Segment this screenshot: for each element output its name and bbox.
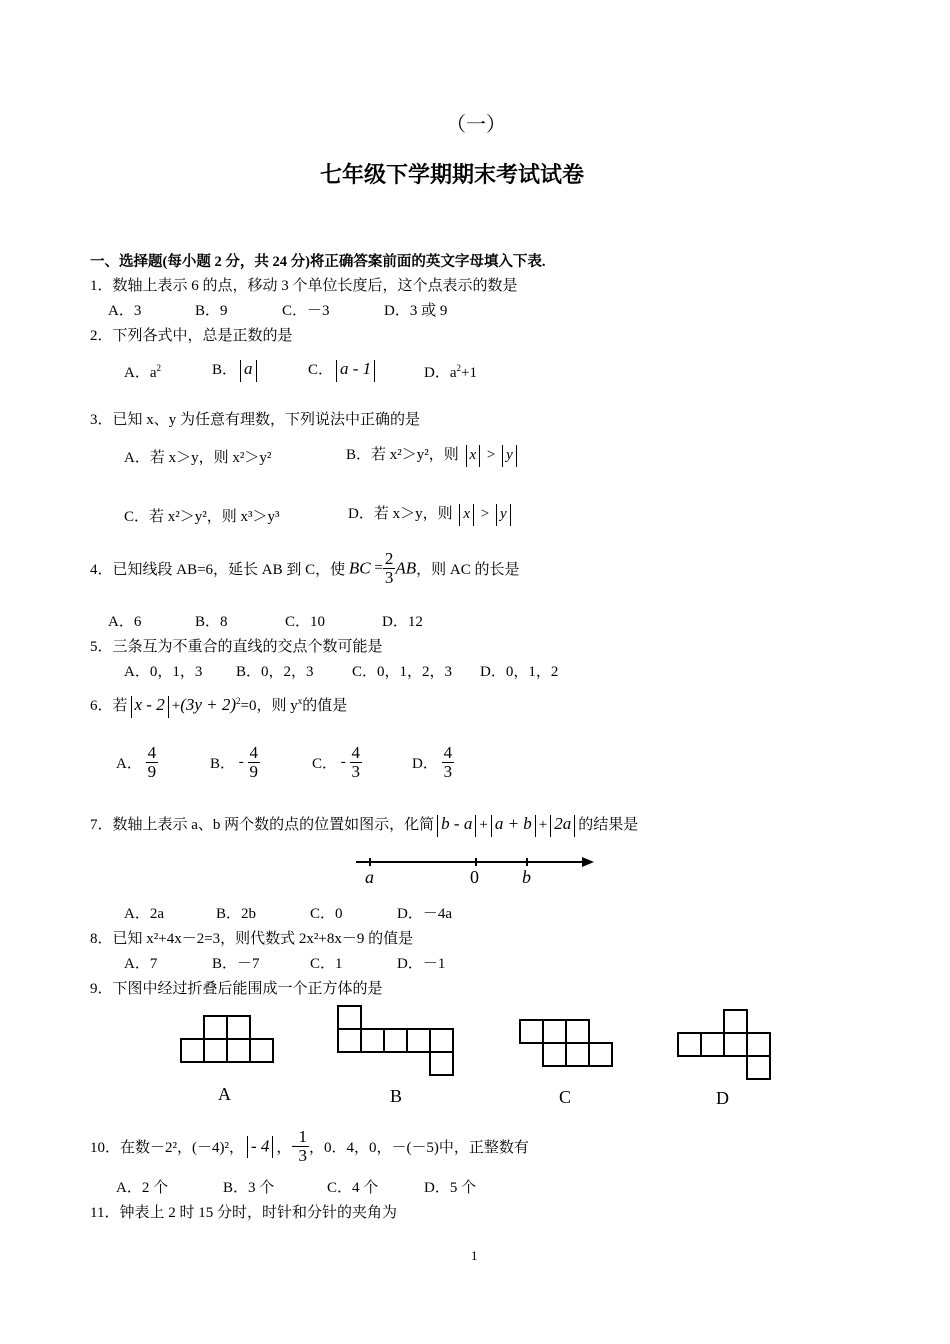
q6-b-minus: - xyxy=(238,754,244,770)
q2-b-text: B． xyxy=(212,362,238,378)
question-9-stem: 9．下图中经过折叠后能围成一个正方体的是 xyxy=(90,981,383,997)
q6-b-den: 9 xyxy=(249,762,259,781)
q6-b-fraction xyxy=(248,744,261,781)
part-label: （一） xyxy=(446,114,506,136)
axis-label-b: b xyxy=(522,867,531,887)
q6-eq0: =0 xyxy=(240,698,257,714)
q7-option-d: D．－4a xyxy=(397,906,452,922)
axis-label-a: a xyxy=(365,867,374,887)
net-label-a: A xyxy=(218,1084,231,1104)
net-label-b: B xyxy=(390,1086,403,1106)
q3-b-gt: > xyxy=(486,447,496,463)
page-title: 七年级下学期期末考试试卷 xyxy=(320,162,585,187)
q5-option-b: B．0，2，3 xyxy=(236,664,314,680)
cube-net-c xyxy=(520,1020,612,1066)
q10-minus: - xyxy=(291,1138,297,1154)
q6-c-num: 4 xyxy=(351,743,361,762)
q4-option-b: B．8 xyxy=(195,614,228,630)
q2-c-expr: a - 1 xyxy=(340,359,372,378)
q6-tail: 的值是 xyxy=(302,698,348,714)
q6-b-label: B． xyxy=(210,756,236,772)
axis-label-0: 0 xyxy=(470,867,479,887)
q6-stem-post: ，则 y xyxy=(256,698,298,714)
q6-a-label: A． xyxy=(116,756,142,772)
q2-option-b xyxy=(212,358,260,382)
question-8-stem: 8．已知 x²+4x－2=3，则代数式 2x²+8x－9 的值是 xyxy=(90,931,414,947)
section-heading: 一、选择题(每小题 2 分，共 24 分)将正确答案前面的英文字母填入下表. xyxy=(90,254,546,270)
q6-stem-pre: 6．若 xyxy=(90,698,128,714)
q7-plus-2: + xyxy=(538,817,548,833)
q10-stem-post: ，0．4，0，－(－5)中，正整数有 xyxy=(308,1140,529,1156)
net-label-c: C xyxy=(559,1087,572,1107)
q2-d-sup: 2 xyxy=(456,363,461,373)
q8-option-d: D．－1 xyxy=(397,956,446,972)
q6-plus: + xyxy=(171,698,181,714)
q10-frac-num: 1 xyxy=(298,1127,307,1146)
q6-a-fraction xyxy=(146,744,159,781)
q7-option-c: C．0 xyxy=(310,906,343,922)
q4-frac-den: 3 xyxy=(384,568,394,587)
q10-fraction xyxy=(296,1128,309,1165)
q3-d-abs-y: y xyxy=(499,506,507,522)
q3-option-a: A．若 x＞y，则 x²＞y² xyxy=(124,450,272,466)
q6-option-d xyxy=(412,744,454,781)
q2-option-a xyxy=(124,361,161,382)
q4-frac-num: 2 xyxy=(384,549,394,568)
number-line-figure xyxy=(350,852,600,888)
page-number: 1 xyxy=(471,1248,478,1263)
q3-d-abs-x: x xyxy=(463,506,471,522)
q6-d-num: 4 xyxy=(443,743,453,762)
q6-d-label: D． xyxy=(412,756,438,772)
q7-stem-pre: 7．数轴上表示 a、b 两个数的点的位置如图示，化简 xyxy=(90,817,435,833)
q7-t3: 2a xyxy=(554,814,572,833)
q4-eq: = xyxy=(374,560,383,576)
q7-t1: b - a xyxy=(441,814,473,833)
q3-b-text: B．若 x²＞y²，则 xyxy=(346,447,459,463)
q10-abs-val: - 4 xyxy=(251,1136,270,1156)
question-6-stem xyxy=(90,694,347,718)
question-4-stem xyxy=(90,550,519,587)
net-label-d: D xyxy=(716,1088,729,1108)
q8-option-c: C．1 xyxy=(310,956,343,972)
q2-b-expr: a xyxy=(244,359,253,378)
q6-sup: x xyxy=(297,696,303,706)
q7-t2: a + b xyxy=(494,814,532,833)
q6-option-c xyxy=(312,744,362,781)
q10-stem-pre: 10．在数－2²，(－4)²， xyxy=(90,1140,244,1156)
q4-ab: AB xyxy=(395,558,417,578)
q7-stem-post: 的结果是 xyxy=(578,817,639,833)
cube-net-a xyxy=(181,1016,273,1062)
q4-option-c: C．10 xyxy=(285,614,326,630)
q6-expr2: (3y + 2) xyxy=(180,695,237,714)
q5-option-a: A．0，1，3 xyxy=(124,664,203,680)
q4-bc: BC xyxy=(348,558,371,578)
q3-option-b xyxy=(346,443,520,467)
cube-net-b xyxy=(338,1006,453,1075)
q6-option-b xyxy=(210,744,260,781)
q6-c-label: C． xyxy=(312,756,338,772)
q6-c-fraction xyxy=(350,744,363,781)
q3-b-abs-x: x xyxy=(469,447,477,463)
q4-fraction xyxy=(383,550,396,587)
question-3-stem: 3．已知 x、y 为任意有理数，下列说法中正确的是 xyxy=(90,412,421,428)
q2-c-text: C． xyxy=(308,362,334,378)
q10-option-a: A．2 个 xyxy=(116,1180,169,1196)
q1-option-d: D．3 或 9 xyxy=(384,303,448,319)
question-10-stem xyxy=(90,1128,529,1165)
q6-d-den: 3 xyxy=(443,762,453,781)
q6-option-a xyxy=(116,744,158,781)
question-11-stem: 11．钟表上 2 时 15 分时，时针和分针的夹角为 xyxy=(90,1205,397,1221)
q7-option-b: B．2b xyxy=(216,906,257,922)
q6-a-den: 9 xyxy=(147,762,157,781)
question-5-stem: 5．三条互为不重合的直线的交点个数可能是 xyxy=(90,639,383,655)
q6-b-num: 4 xyxy=(249,743,259,762)
q1-option-b: B．9 xyxy=(195,303,228,319)
q2-a-text: A．a xyxy=(124,365,157,381)
cube-net-d xyxy=(678,1010,770,1079)
q8-option-a: A．7 xyxy=(124,956,158,972)
cube-nets-figure xyxy=(170,1000,790,1115)
q4-option-d: D．12 xyxy=(382,614,423,630)
q3-option-c: C．若 x²＞y²，则 x³＞y³ xyxy=(124,509,280,525)
q10-frac-den: 3 xyxy=(298,1146,307,1165)
q4-option-a: A．6 xyxy=(108,614,142,630)
q5-option-d: D．0，1，2 xyxy=(480,664,559,680)
q10-comma: ， xyxy=(276,1140,292,1156)
q2-d-text: D．a xyxy=(424,365,457,381)
q6-a-num: 4 xyxy=(147,743,157,762)
q6-expr1: x - 2 xyxy=(134,695,165,714)
q7-plus-1: + xyxy=(479,817,488,833)
q8-option-b: B．－7 xyxy=(212,956,260,972)
q10-option-d: D．5 个 xyxy=(424,1180,477,1196)
q3-d-gt: > xyxy=(480,506,490,522)
q4-stem-post: ，则 AC 的长是 xyxy=(416,562,520,578)
q1-option-a: A．3 xyxy=(108,303,142,319)
q7-option-a: A．2a xyxy=(124,906,164,922)
q10-option-b: B．3 个 xyxy=(223,1180,275,1196)
q6-c-den: 3 xyxy=(351,762,361,781)
q2-d-tail: +1 xyxy=(461,365,477,381)
q4-stem-pre: 4．已知线段 AB=6，延长 AB 到 C，使 xyxy=(90,562,346,578)
q6-c-minus: - xyxy=(340,754,346,770)
question-2-stem: 2．下列各式中，总是正数的是 xyxy=(90,328,293,344)
q2-option-d xyxy=(424,361,477,382)
question-7-stem xyxy=(90,813,638,837)
q3-b-abs-y: y xyxy=(506,447,513,463)
q6-d-fraction xyxy=(442,744,455,781)
q3-d-text: D．若 x＞y，则 xyxy=(348,506,453,522)
q10-option-c: C．4 个 xyxy=(327,1180,379,1196)
question-1-stem: 1．数轴上表示 6 的点，移动 3 个单位长度后，这个点表示的数是 xyxy=(90,278,518,294)
q3-option-d xyxy=(348,502,514,526)
q2-a-sup: 2 xyxy=(156,363,161,373)
q5-option-c: C．0，1，2，3 xyxy=(352,664,453,680)
q6-exp: 2 xyxy=(236,696,241,706)
q2-option-c xyxy=(308,358,378,382)
q1-option-c: C．－3 xyxy=(282,303,330,319)
